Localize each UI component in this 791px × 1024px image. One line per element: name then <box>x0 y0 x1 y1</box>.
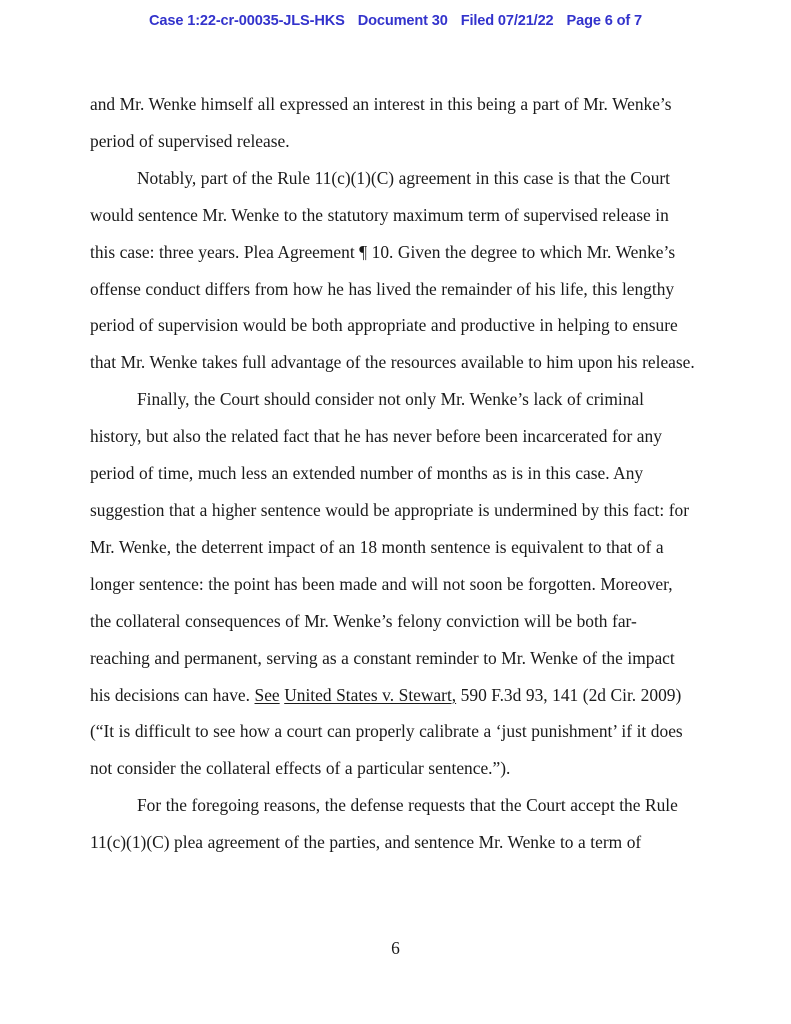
paragraph-finally <box>90 381 696 787</box>
paragraph-text: Notably, part of the Rule 11(c)(1)(C) agreement in this case is that the Court would sentence Mr. Wenke to the statutory maximum term of supervised release in this case: three years. Plea Agreement ¶ 10. Given the degree to which Mr. Wenke’s offense conduct differs from how he has lived the remainder of his life, this lengthy period of supervision would be both appropriate and productive in helping to ensure that Mr. Wenke takes full advantage of the resources available to him upon his release. <box>90 167 695 373</box>
paragraph-continuation <box>90 86 696 160</box>
paragraph-text: and Mr. Wenke himself all expressed an interest in this being a part of Mr. Wenke’s period of supervised release. <box>90 94 672 151</box>
paragraph-conclusion <box>90 787 696 861</box>
ecf-filed-date: Filed 07/21/22 <box>460 13 554 29</box>
ecf-page-count: Page 6 of 7 <box>566 13 642 29</box>
ecf-document-number: Document 30 <box>357 13 448 29</box>
document-body <box>90 86 696 861</box>
signal-see: See <box>254 684 280 705</box>
paragraph-text-tail: 590 F.3d 93, 141 (2d Cir. 2009) (“It is difficult to see how a court can properly calibrate a ‘just punishment’ if it does not consider the collateral effects of a particular sentence.”). <box>90 684 683 779</box>
paragraph-text: For the foregoing reasons, the defense requests that the Court accept the Rule 11(c)(1)(C) plea agreement of the parties, and sentence Mr. Wenke to a term of <box>90 795 678 853</box>
case-citation-stewart: United States v. Stewart, <box>284 684 457 705</box>
ecf-header-stamp <box>0 13 791 29</box>
paragraph-notably <box>90 160 696 381</box>
paragraph-text-lead: Finally, the Court should consider not only Mr. Wenke’s lack of criminal history, but also the related fact that he has never before been incarcerated for any period of time, much less an extended number of months as is in this case. Any suggestion that a higher sentence would be appropriate is undermined by this fact: for Mr. Wenke, the deterrent impact of an 18 month sentence is equivalent to that of a longer sentence: the point has been made and will not soon be forgotten. Moreover, the collateral consequences of Mr. Wenke’s felony conviction will be both far-reaching and permanent, serving as a constant reminder to Mr. Wenke of the impact his decisions can have. <box>90 389 690 705</box>
footer-page-number: 6 <box>391 938 400 958</box>
ecf-case-number: Case 1:22-cr-00035-JLS-HKS <box>149 13 345 29</box>
